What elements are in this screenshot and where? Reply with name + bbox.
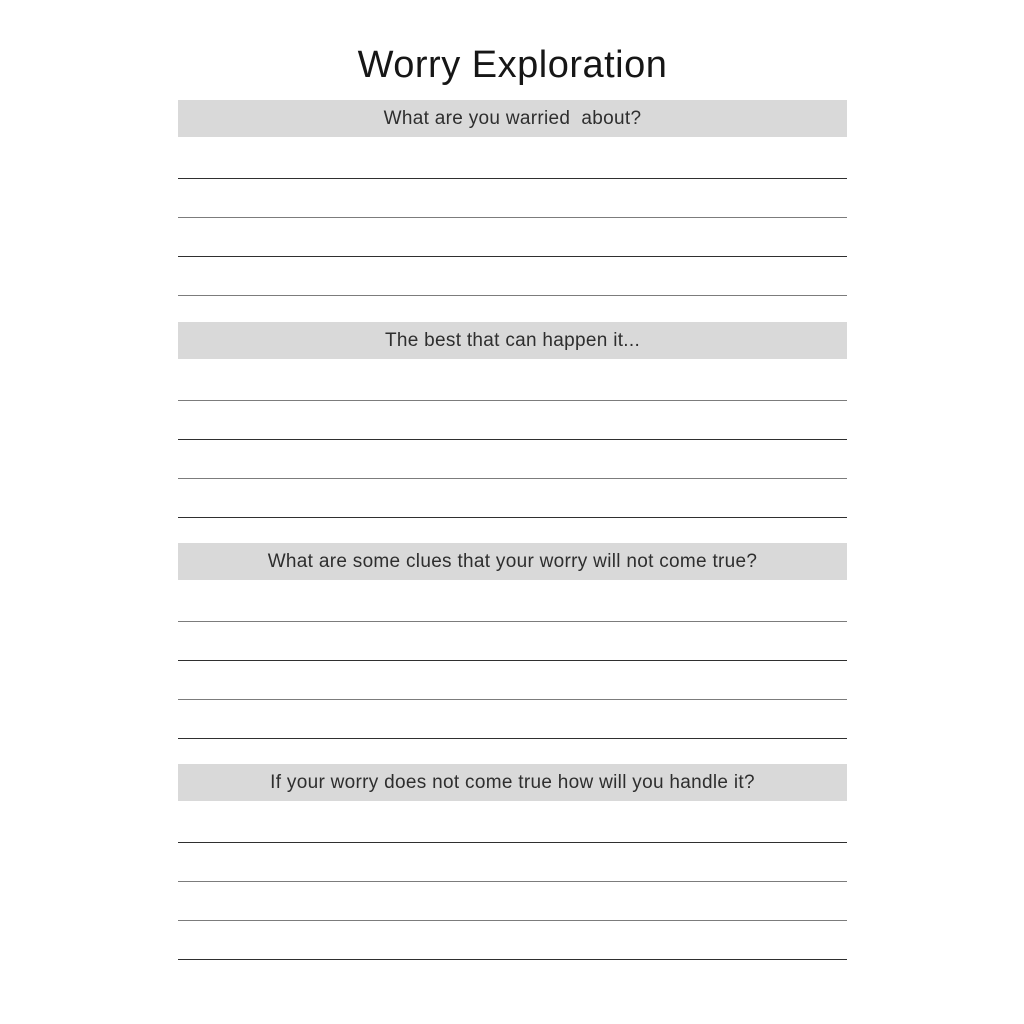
writing-line: [178, 959, 847, 960]
section-header-label: What are some clues that your worry will not come true?: [267, 550, 758, 572]
section-header-label: If your worry does not come true how will you handle it?: [270, 771, 755, 793]
writing-line: [178, 920, 847, 921]
section-header: [178, 100, 847, 137]
section-best-that-can-happen: [178, 322, 847, 544]
writing-line: [178, 699, 847, 700]
writing-line: [178, 881, 847, 882]
writing-line: [178, 178, 847, 179]
section-header-label: The best that can happen it...: [384, 329, 641, 351]
section-how-will-you-handle: [178, 764, 847, 986]
section-header: [178, 764, 847, 801]
section-clues-worry-not-true: [178, 543, 847, 765]
writing-line: [178, 217, 847, 218]
section-what-worried-about: [178, 100, 847, 322]
writing-line: [178, 478, 847, 479]
writing-line: [178, 256, 847, 257]
writing-line: [178, 517, 847, 518]
writing-line: [178, 842, 847, 843]
section-header: [178, 543, 847, 580]
writing-line: [178, 621, 847, 622]
writing-line: [178, 660, 847, 661]
section-header: [178, 322, 847, 359]
writing-line: [178, 295, 847, 296]
page-title: Worry Exploration: [357, 44, 668, 86]
writing-line: [178, 400, 847, 401]
section-header-label: What are you warried about?: [383, 107, 642, 129]
writing-line: [178, 738, 847, 739]
writing-line: [178, 439, 847, 440]
